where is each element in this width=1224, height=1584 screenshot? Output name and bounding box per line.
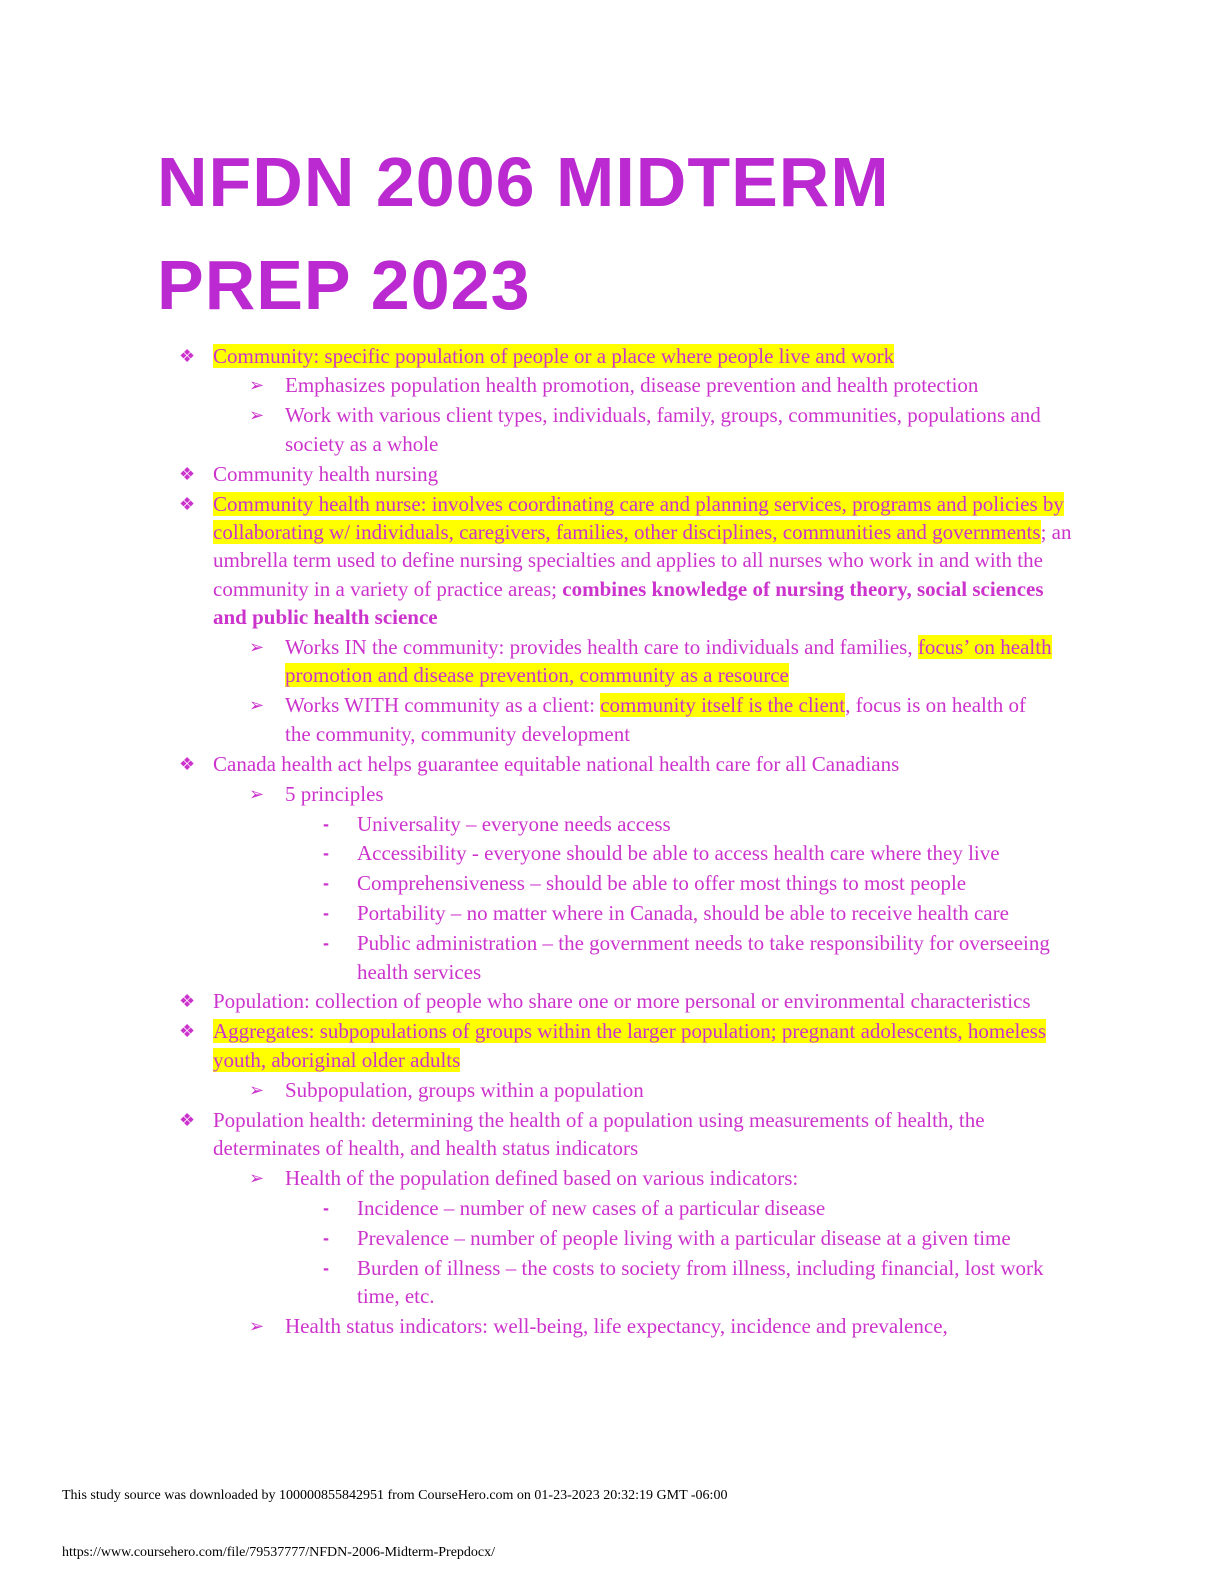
dash-bullet-icon: - — [323, 933, 329, 954]
arrow-bullet-icon: ➢ — [249, 1079, 265, 1100]
list-item — [179, 1017, 1073, 1074]
highlighted-text: Community: specific population of people or a place where people live and work — [213, 343, 895, 368]
list-item — [323, 899, 1057, 927]
arrow-bullet-icon: ➢ — [249, 375, 265, 396]
diamond-bullet-icon: ❖ — [179, 493, 196, 514]
list-item — [179, 342, 1073, 370]
list-item-text: Population health: determining the health of a population using measurements of health, the determinates of health, and health status indicators — [213, 1107, 985, 1160]
list-item — [323, 810, 1057, 838]
dash-bullet-icon: - — [323, 1197, 329, 1218]
list-item — [249, 371, 1055, 399]
list-item-text: Works IN the community: provides health care to individuals and families, — [285, 635, 918, 660]
list-item — [323, 1194, 1057, 1222]
dash-bullet-icon: - — [323, 843, 329, 864]
list-item-text: Subpopulation, groups within a population — [285, 1077, 644, 1102]
list-item — [249, 1076, 1055, 1104]
diamond-bullet-icon: ❖ — [179, 1109, 196, 1130]
list-item-text: Health of the population defined based on various indicators: — [285, 1165, 799, 1190]
title-line-2: PREP 2023 — [157, 246, 531, 324]
arrow-bullet-icon: ➢ — [249, 783, 265, 804]
list-item-text: Health status indicators: well-being, life expectancy, incidence and prevalence, — [285, 1313, 948, 1338]
diamond-bullet-icon: ❖ — [179, 1021, 196, 1042]
dash-bullet-icon: - — [323, 873, 329, 894]
list-item-text: Burden of illness – the costs to society from illness, including financial, lost work time, etc. — [357, 1255, 1044, 1308]
list-item — [249, 691, 1055, 748]
highlighted-text: Aggregates: subpopulations of groups within the larger population; pregnant adolescents, homeless youth, aboriginal older adults — [213, 1019, 1047, 1072]
title-line-1: NFDN 2006 MIDTERM — [157, 143, 890, 221]
list-item — [249, 1164, 1055, 1192]
list-item — [249, 780, 1055, 808]
list-item — [323, 1254, 1057, 1311]
dash-bullet-icon: - — [323, 813, 329, 834]
list-item-text: Population: collection of people who share one or more personal or environmental characteristics — [213, 989, 1031, 1014]
list-item-text: 5 principles — [285, 781, 384, 806]
download-notice: This study source was downloaded by 100000855842951 from CourseHero.com on 01-23-2023 20:32:19 GMT -06:00 — [62, 1488, 728, 1503]
bold-text: combines knowledge of nursing theory, social sciences and public health science — [213, 576, 1044, 630]
arrow-bullet-icon: ➢ — [249, 695, 265, 716]
list-item-text: Portability – no matter where in Canada, should be able to receive health care — [357, 901, 1009, 926]
dash-bullet-icon: - — [323, 903, 329, 924]
list-item-text: Comprehensiveness – should be able to offer most things to most people — [357, 871, 967, 896]
arrow-bullet-icon: ➢ — [249, 1315, 265, 1336]
list-item-text: Community health nursing — [213, 461, 439, 486]
highlighted-text: community itself is the client — [600, 693, 846, 718]
highlighted-text: Community health nurse: involves coordinating care and planning services, programs and policies by collaborating w/ individuals, caregivers, families, other disciplines, communities and governments — [213, 491, 1064, 544]
list-item — [323, 839, 1057, 867]
list-item-text: Work with various client types, individuals, family, groups, communities, populations and society as a whole — [285, 403, 1041, 456]
highlighted-text: focus’ on health promotion and disease prevention, community as a resource — [285, 635, 1052, 688]
arrow-bullet-icon: ➢ — [249, 637, 265, 658]
list-item-text: Accessibility - everyone should be able to access health care where they live — [357, 841, 1000, 866]
list-item-text: Universality – everyone needs access — [357, 811, 671, 836]
diamond-bullet-icon: ❖ — [179, 345, 196, 366]
list-item-text: Canada health act helps guarantee equitable national health care for all Canadians — [213, 751, 900, 776]
source-url[interactable]: https://www.coursehero.com/file/79537777/NFDN-2006-Midterm-Prepdocx/ — [62, 1545, 496, 1560]
list-item — [323, 929, 1057, 986]
list-item-text: Works WITH community as a client: — [285, 693, 601, 718]
list-item — [323, 869, 1057, 897]
list-item — [249, 1312, 1055, 1340]
list-item — [249, 401, 1055, 458]
document-body — [0, 340, 1224, 1340]
arrow-bullet-icon: ➢ — [249, 405, 265, 426]
diamond-bullet-icon: ❖ — [179, 991, 196, 1012]
list-item — [249, 633, 1055, 690]
list-item — [323, 1224, 1057, 1252]
document-title — [157, 131, 1107, 337]
dash-bullet-icon: - — [323, 1227, 329, 1248]
arrow-bullet-icon: ➢ — [249, 1167, 265, 1188]
list-item-text: Incidence – number of new cases of a particular disease — [357, 1195, 826, 1220]
diamond-bullet-icon: ❖ — [179, 753, 196, 774]
diamond-bullet-icon: ❖ — [179, 463, 196, 484]
list-item — [179, 987, 1073, 1015]
dash-bullet-icon: - — [323, 1257, 329, 1278]
list-item — [179, 490, 1073, 632]
list-item-text: ; an umbrella term used to define nursing specialties and applies to all nurses who work in and with the community in a variety of practice areas; — [213, 519, 1072, 601]
list-item-text: Prevalence – number of people living with a particular disease at a given time — [357, 1225, 1011, 1250]
list-item — [179, 460, 1073, 488]
list-item-text: Public administration – the government needs to take responsibility for overseeing health services — [357, 931, 1050, 984]
list-item-text: Emphasizes population health promotion, disease prevention and health protection — [285, 373, 979, 398]
list-item — [179, 750, 1073, 778]
list-item — [179, 1106, 1073, 1163]
list-item-text: , focus is on health of the community, community development — [285, 693, 1026, 746]
